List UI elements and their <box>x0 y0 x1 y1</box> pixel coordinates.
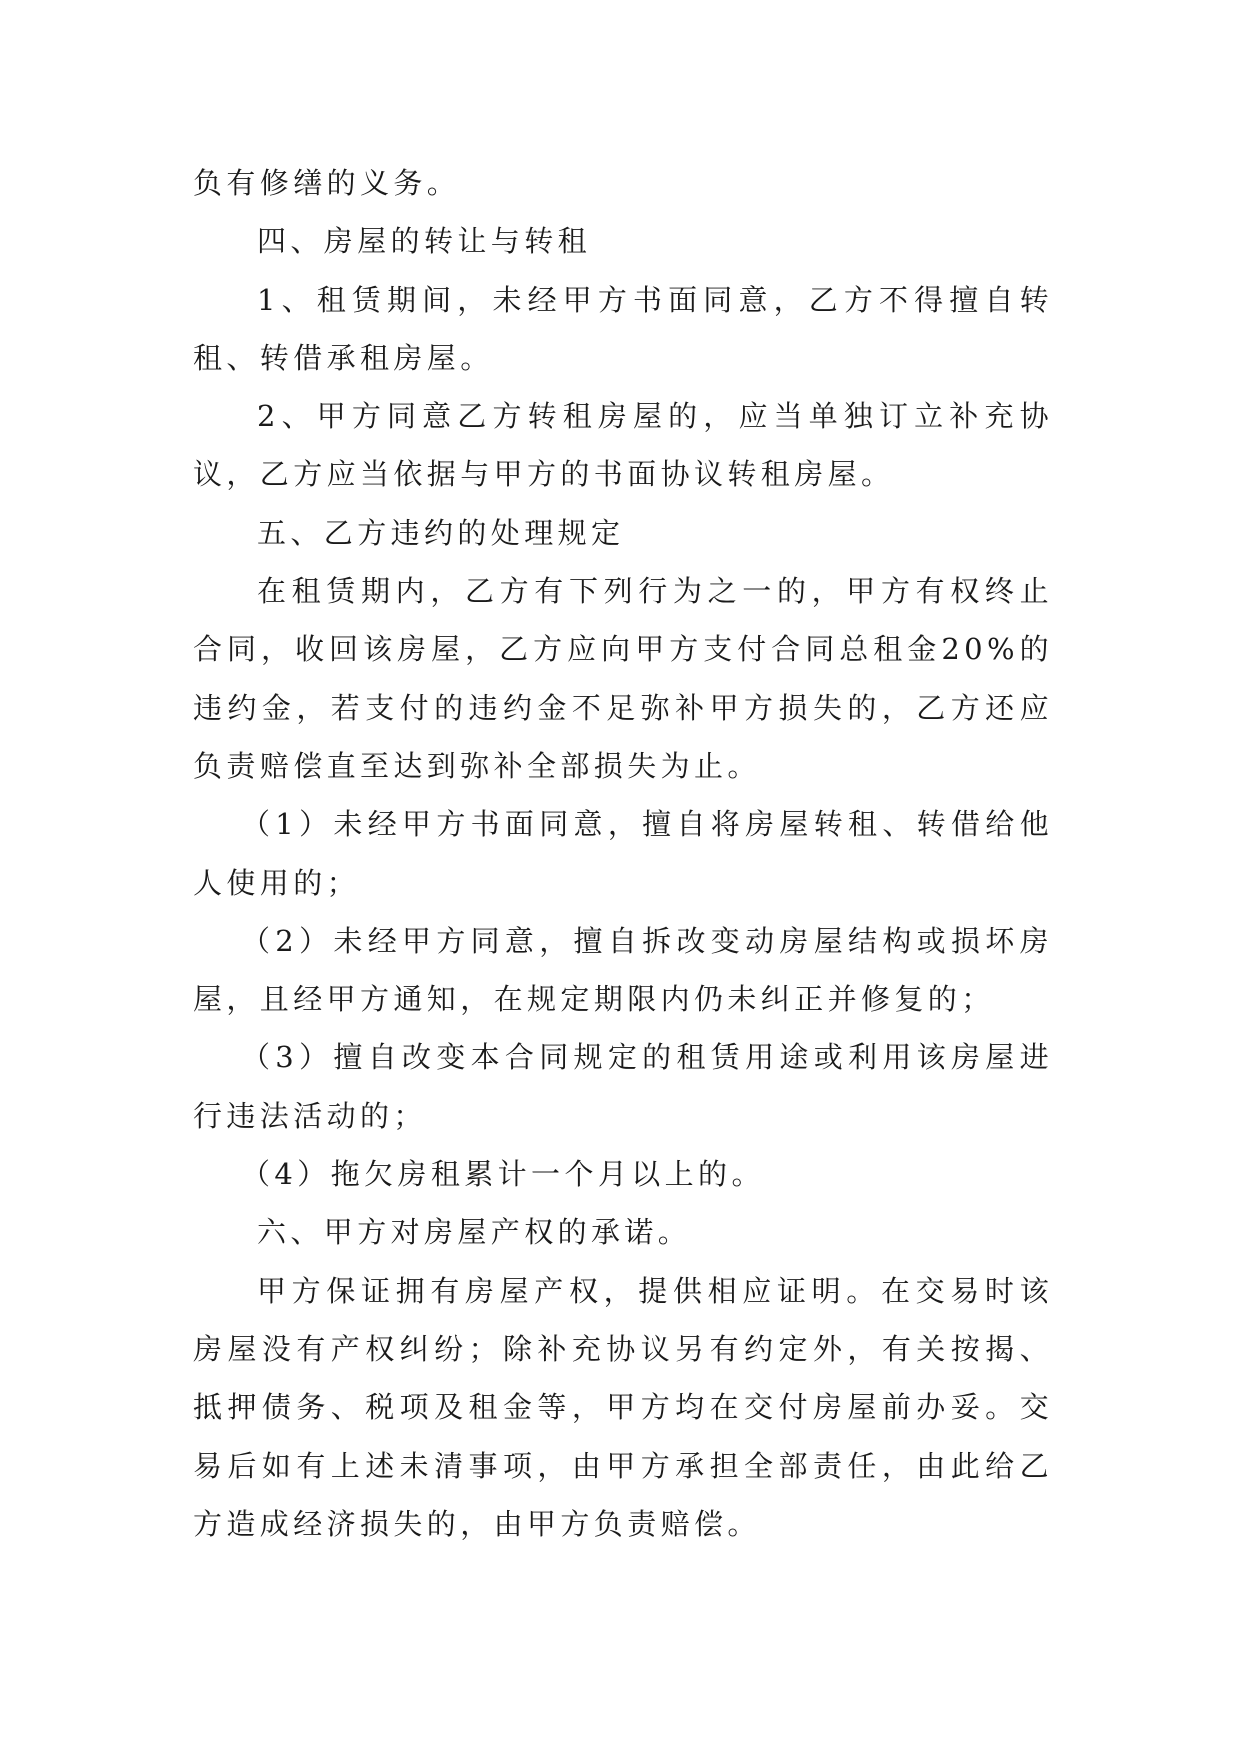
breach-item-2: （2）未经甲方同意，擅自拆改变动房屋结构或损坏房屋，且经甲方通知，在规定期限内仍未纠正并修复的； <box>193 923 1053 1017</box>
section-heading-property-rights: 六、甲方对房屋产权的承诺。 <box>257 1215 692 1250</box>
clause-1-sublease-consent: 1、租赁期间，未经甲方书面同意，乙方不得擅自转租、转借承租房屋。 <box>193 282 1053 375</box>
document-body <box>193 154 1053 1553</box>
property-rights-paragraph: 甲方保证拥有房屋产权，提供相应证明。在交易时该房屋没有产权纠纷；除补充协议另有约定外，有关按揭、抵押债务、税项及租金等，甲方均在交付房屋前办妥。交易后如有上述未清事项，由甲方承担全部责任，由此给乙方造成经济损失的，由甲方负责赔偿。 <box>193 1273 1053 1541</box>
section-heading-breach: 五、乙方违约的处理规定 <box>257 515 625 550</box>
paragraph-continuation: 负有修缮的义务。 <box>193 166 461 200</box>
breach-item-3: （3）擅自改变本合同规定的租赁用途或利用该房屋进行违法活动的； <box>193 1040 1053 1133</box>
clause-2-supplementary-agreement: 2、甲方同意乙方转租房屋的，应当单独订立补充协议，乙方应当依据与甲方的书面协议转租房屋。 <box>193 399 1053 492</box>
section-heading-transfer-sublease: 四、房屋的转让与转租 <box>257 224 592 259</box>
breach-item-1: （1）未经甲方书面同意，擅自将房屋转租、转借给他人使用的； <box>193 807 1053 900</box>
breach-intro-paragraph: 在租赁期内，乙方有下列行为之一的，甲方有权终止合同，收回该房屋，乙方应向甲方支付合同总租金20%的违约金，若支付的违约金不足弥补甲方损失的，乙方还应负责赔偿直至达到弥补全部损失为止。 <box>193 574 1053 783</box>
breach-item-4: （4）拖欠房租累计一个月以上的。 <box>241 1157 765 1192</box>
